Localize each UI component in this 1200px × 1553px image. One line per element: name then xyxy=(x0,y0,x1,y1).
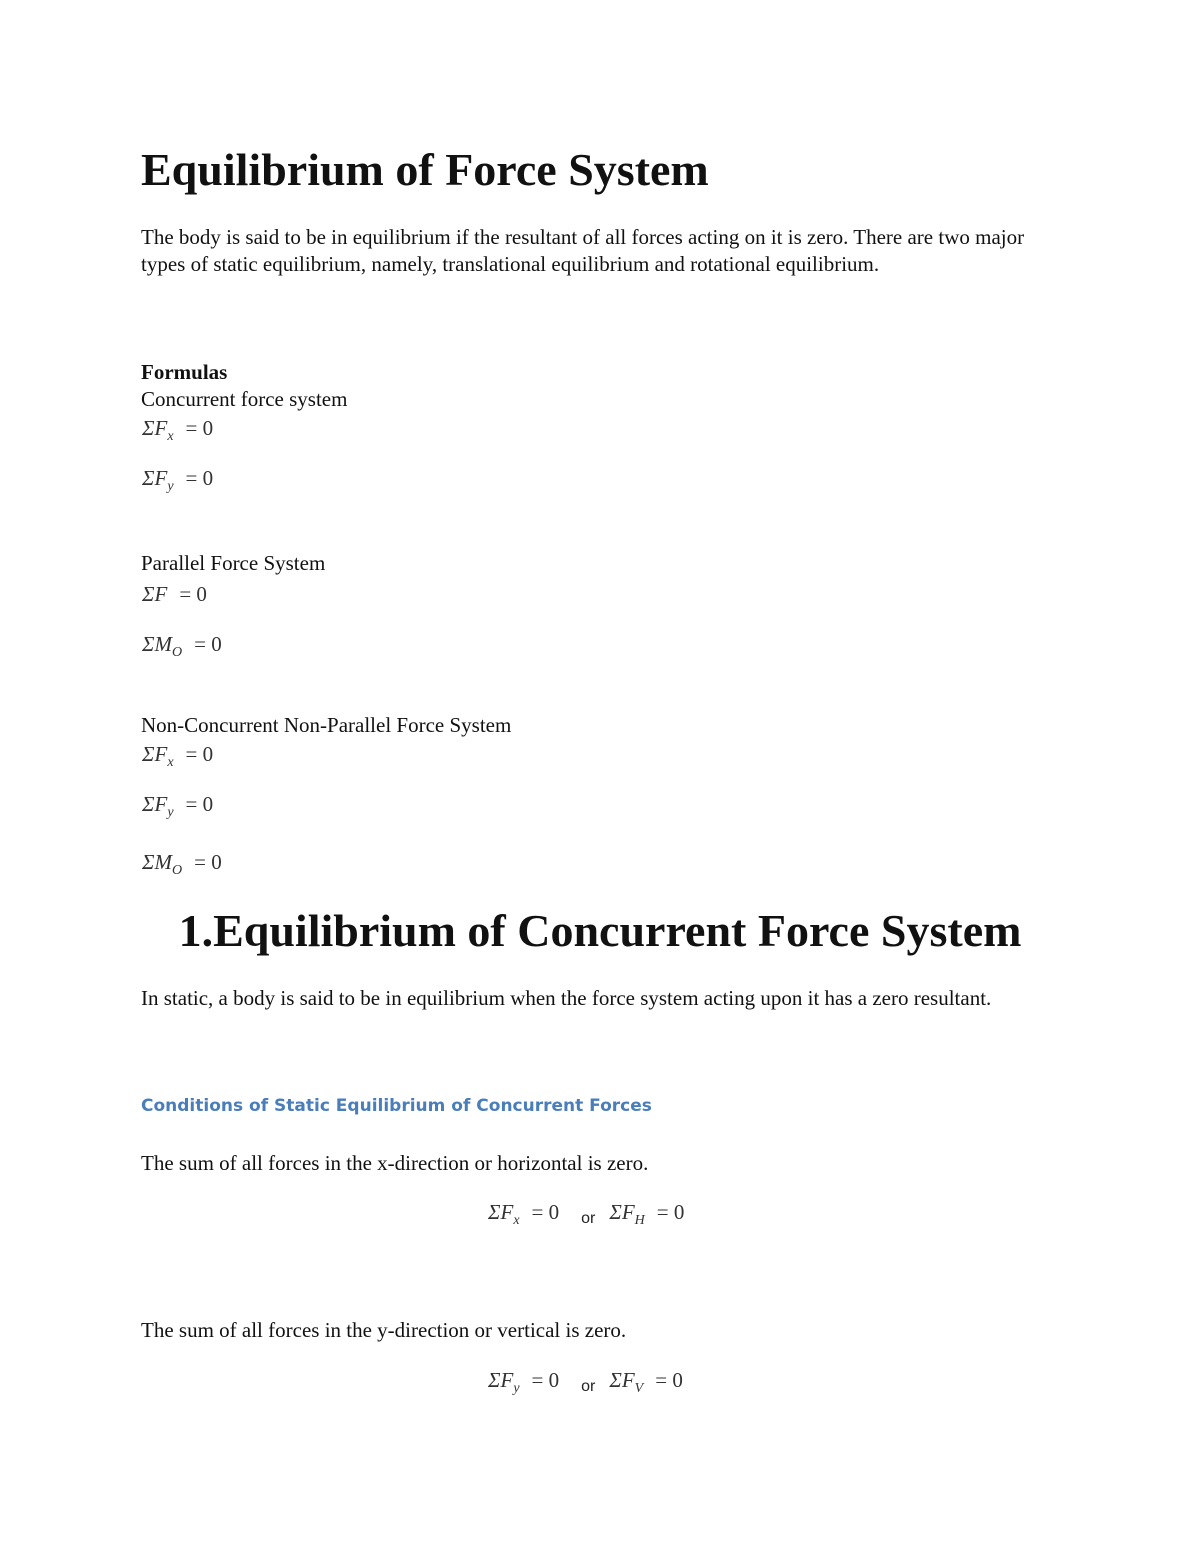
formula-subscript: y xyxy=(513,1381,520,1396)
formula-sum-fy xyxy=(142,791,221,820)
formula-lhs: ΣF xyxy=(609,1368,635,1392)
formula-rhs: = 0 xyxy=(531,1200,560,1224)
formula-subscript: y xyxy=(167,805,174,820)
formula-rhs: = 0 xyxy=(194,632,222,656)
formula-lhs: ΣF xyxy=(142,582,168,606)
formula-lhs: ΣF xyxy=(488,1368,514,1392)
intro-paragraph: The body is said to be in equilibrium if the resultant of all forces acting on it is zero. There are two major types of static equilibrium, namely, translational equilibrium and rotational equilibrium. xyxy=(141,225,1025,276)
formula-lhs: ΣM xyxy=(142,850,172,874)
formula-sum-fy xyxy=(142,465,221,494)
concurrent-label: Concurrent force system xyxy=(141,387,348,411)
formula-lhs: ΣF xyxy=(142,792,168,816)
formula-rhs: = 0 xyxy=(185,792,214,816)
formula-rhs: = 0 xyxy=(531,1368,560,1392)
formula-sum-f xyxy=(142,581,215,607)
or-connector: or xyxy=(581,1378,596,1395)
formula-rhs: = 0 xyxy=(655,1368,683,1392)
section-title: 1.Equilibrium of Concurrent Force System xyxy=(178,905,1022,956)
formula-lhs: ΣF xyxy=(609,1200,635,1224)
section-intro: In static, a body is said to be in equilibrium when the force system acting upon it has a zero resultant. xyxy=(141,986,992,1010)
formula-rhs: = 0 xyxy=(194,850,222,874)
x-direction-text: The sum of all forces in the x-direction or horizontal is zero. xyxy=(141,1151,649,1175)
formula-lhs: ΣM xyxy=(142,632,172,656)
parallel-label: Parallel Force System xyxy=(141,551,326,575)
formula-subscript: y xyxy=(167,479,174,494)
formula-lhs: ΣF xyxy=(488,1200,514,1224)
page-title: Equilibrium of Force System xyxy=(141,144,709,195)
y-equilibrium-formula xyxy=(488,1367,691,1396)
or-connector: or xyxy=(581,1210,596,1227)
formula-subscript: O xyxy=(171,863,183,878)
formula-subscript: H xyxy=(634,1213,645,1228)
formula-rhs: = 0 xyxy=(185,416,214,440)
formula-sum-mo xyxy=(142,849,230,878)
formula-subscript: V xyxy=(634,1381,644,1396)
formulas-heading: Formulas xyxy=(141,360,228,384)
formula-subscript: x xyxy=(167,755,174,770)
formula-lhs: ΣF xyxy=(142,466,168,490)
formula-sum-fx xyxy=(142,741,221,770)
formula-subscript: x xyxy=(513,1213,520,1228)
formula-lhs: ΣF xyxy=(142,742,168,766)
nonconcurrent-label: Non-Concurrent Non-Parallel Force System xyxy=(141,713,512,737)
formula-lhs: ΣF xyxy=(142,416,168,440)
formula-rhs: = 0 xyxy=(185,466,214,490)
formula-rhs: = 0 xyxy=(179,582,207,606)
formula-rhs: = 0 xyxy=(656,1200,685,1224)
formula-rhs: = 0 xyxy=(185,742,214,766)
x-equilibrium-formula xyxy=(488,1199,692,1228)
formula-sum-fx xyxy=(142,415,221,444)
formula-subscript: O xyxy=(171,645,183,660)
y-direction-text: The sum of all forces in the y-direction or vertical is zero. xyxy=(141,1318,627,1342)
conditions-subheading: Conditions of Static Equilibrium of Concurrent Forces xyxy=(141,1096,652,1116)
formula-subscript: x xyxy=(167,429,174,444)
formula-sum-mo xyxy=(142,631,230,660)
